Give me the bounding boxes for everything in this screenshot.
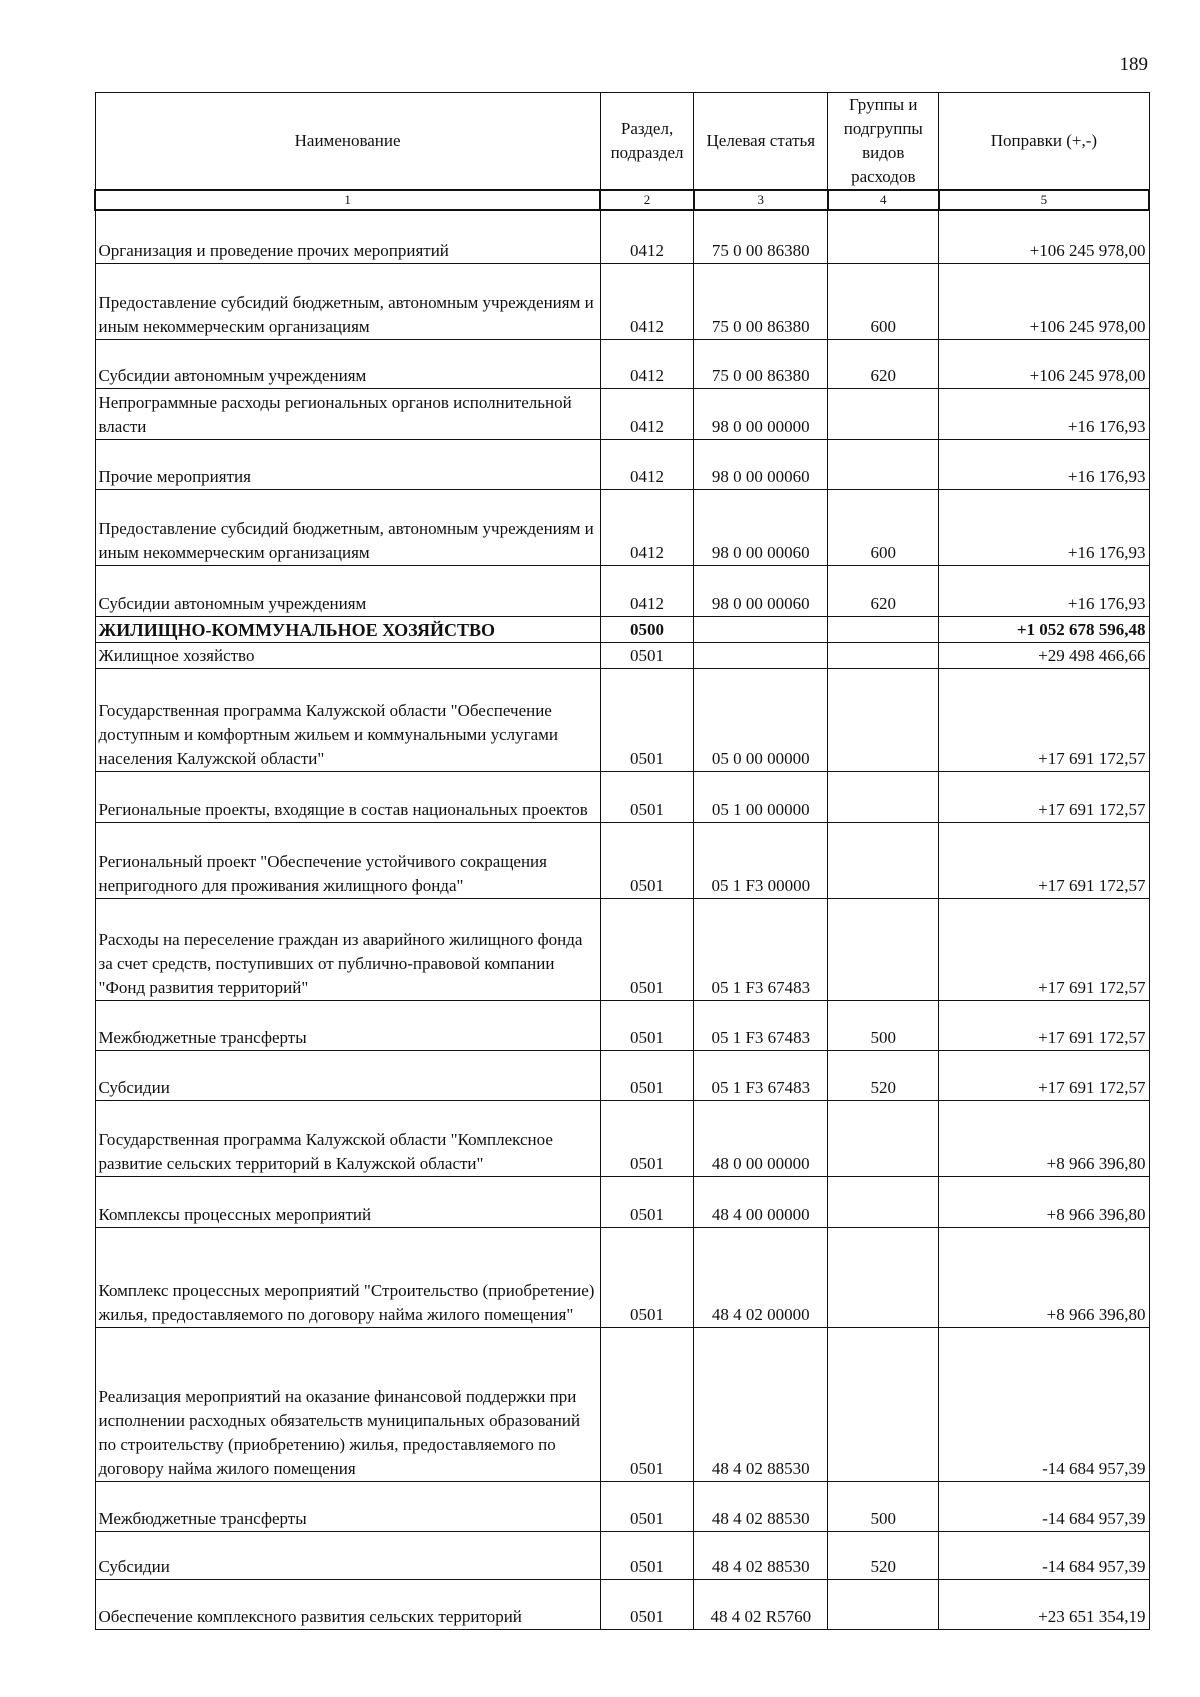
- header-article: Целевая статья: [694, 93, 828, 191]
- table-row: [95, 1050, 1149, 1100]
- row-group: 600: [828, 489, 939, 565]
- row-article: 48 4 02 R5760: [694, 1579, 828, 1629]
- header-group: Группы и подгруппы видов расходов: [828, 93, 939, 191]
- row-name: Организация и проведение прочих мероприятий: [95, 210, 600, 263]
- table-row: [95, 339, 1149, 388]
- row-article: 48 4 00 00000: [694, 1176, 828, 1227]
- row-group: [828, 1227, 939, 1327]
- row-article: [694, 642, 828, 668]
- row-section: 0501: [600, 1481, 694, 1531]
- row-name: Расходы на переселение граждан из аварийного жилищного фонда за счет средств, поступивших от публично-правовой компании "Фонд развития территорий": [95, 898, 600, 1000]
- header-name: Наименование: [95, 93, 600, 191]
- table-row: [95, 822, 1149, 898]
- row-amount: +8 966 396,80: [939, 1227, 1149, 1327]
- row-name: Региональный проект "Обеспечение устойчивого сокращения непригодного для проживания жилищного фонда": [95, 822, 600, 898]
- row-amount: +106 245 978,00: [939, 263, 1149, 339]
- row-name: Прочие мероприятия: [95, 439, 600, 489]
- row-group: [828, 1100, 939, 1176]
- column-number: 2: [600, 190, 694, 210]
- row-name: Государственная программа Калужской области "Комплексное развитие сельских территорий в Калужской области": [95, 1100, 600, 1176]
- row-section: 0412: [600, 388, 694, 439]
- row-amount: +17 691 172,57: [939, 1000, 1149, 1050]
- row-group: 600: [828, 263, 939, 339]
- table-row: [95, 668, 1149, 771]
- row-section: 0412: [600, 210, 694, 263]
- row-name: Реализация мероприятий на оказание финансовой поддержки при исполнении расходных обязательств муниципальных образований по строительству (приобретению) жилья, предоставляемого по договору найма жилого помещения: [95, 1327, 600, 1481]
- row-amount: -14 684 957,39: [939, 1327, 1149, 1481]
- row-amount: +8 966 396,80: [939, 1176, 1149, 1227]
- row-section: 0501: [600, 668, 694, 771]
- row-amount: +17 691 172,57: [939, 898, 1149, 1000]
- row-article: 05 1 F3 67483: [694, 898, 828, 1000]
- row-group: 520: [828, 1531, 939, 1579]
- row-amount: +16 176,93: [939, 489, 1149, 565]
- table-header: [95, 93, 1149, 211]
- row-group: 620: [828, 565, 939, 616]
- table-row: [95, 1579, 1149, 1629]
- table-row: [95, 1100, 1149, 1176]
- row-name: Субсидии: [95, 1531, 600, 1579]
- row-article: 48 4 02 00000: [694, 1227, 828, 1327]
- row-section: 0501: [600, 642, 694, 668]
- row-section: 0501: [600, 1176, 694, 1227]
- table-row: [95, 1481, 1149, 1531]
- row-amount: +16 176,93: [939, 439, 1149, 489]
- row-section: 0501: [600, 1227, 694, 1327]
- row-section: 0501: [600, 1000, 694, 1050]
- row-amount: +16 176,93: [939, 388, 1149, 439]
- row-amount: +29 498 466,66: [939, 642, 1149, 668]
- row-article: 48 4 02 88530: [694, 1531, 828, 1579]
- column-number: 1: [95, 190, 600, 210]
- row-group: [828, 1176, 939, 1227]
- page-number: 189: [1119, 54, 1148, 75]
- row-section: 0501: [600, 1579, 694, 1629]
- table-row: [95, 1327, 1149, 1481]
- row-name: Субсидии автономным учреждениям: [95, 339, 600, 388]
- row-amount: +1 052 678 596,48: [939, 616, 1149, 642]
- row-name: Обеспечение комплексного развития сельских территорий: [95, 1579, 600, 1629]
- row-name: Комплекс процессных мероприятий "Строительство (приобретение) жилья, предоставляемого по договору найма жилого помещения": [95, 1227, 600, 1327]
- row-section: 0412: [600, 339, 694, 388]
- row-name: Региональные проекты, входящие в состав национальных проектов: [95, 771, 600, 822]
- row-article: 05 1 00 00000: [694, 771, 828, 822]
- row-section: 0501: [600, 1327, 694, 1481]
- row-name: Государственная программа Калужской области "Обеспечение доступным и комфортным жильем и коммунальными услугами населения Калужской области": [95, 668, 600, 771]
- row-amount: +106 245 978,00: [939, 210, 1149, 263]
- table-row: [95, 1227, 1149, 1327]
- row-name: Межбюджетные трансферты: [95, 1000, 600, 1050]
- row-article: 05 1 F3 67483: [694, 1050, 828, 1100]
- row-section: 0501: [600, 898, 694, 1000]
- row-group: [828, 771, 939, 822]
- row-group: [828, 898, 939, 1000]
- row-group: [828, 642, 939, 668]
- row-group: [828, 210, 939, 263]
- row-group: 500: [828, 1481, 939, 1531]
- table-body: [95, 210, 1149, 1629]
- row-name: Жилищное хозяйство: [95, 642, 600, 668]
- row-amount: +17 691 172,57: [939, 1050, 1149, 1100]
- row-article: 48 4 02 88530: [694, 1481, 828, 1531]
- table-row: [95, 263, 1149, 339]
- row-article: 75 0 00 86380: [694, 339, 828, 388]
- row-section: 0412: [600, 489, 694, 565]
- table-row: [95, 642, 1149, 668]
- row-article: 98 0 00 00060: [694, 439, 828, 489]
- row-article: 75 0 00 86380: [694, 210, 828, 263]
- row-section: 0412: [600, 565, 694, 616]
- table-row: [95, 898, 1149, 1000]
- row-group: [828, 668, 939, 771]
- header-amount: Поправки (+,-): [939, 93, 1149, 191]
- row-article: 05 1 F3 00000: [694, 822, 828, 898]
- table-row: [95, 210, 1149, 263]
- row-name: Непрограммные расходы региональных органов исполнительной власти: [95, 388, 600, 439]
- row-amount: +106 245 978,00: [939, 339, 1149, 388]
- row-amount: +8 966 396,80: [939, 1100, 1149, 1176]
- table-row: [95, 1176, 1149, 1227]
- row-section: 0500: [600, 616, 694, 642]
- row-group: [828, 1327, 939, 1481]
- row-article: 05 0 00 00000: [694, 668, 828, 771]
- column-number: 5: [939, 190, 1149, 210]
- row-group: [828, 822, 939, 898]
- row-name: Комплексы процессных мероприятий: [95, 1176, 600, 1227]
- table-row: [95, 489, 1149, 565]
- row-article: 75 0 00 86380: [694, 263, 828, 339]
- row-name: Предоставление субсидий бюджетным, автономным учреждениям и иным некоммерческим организациям: [95, 263, 600, 339]
- table-row: [95, 439, 1149, 489]
- row-group: [828, 1579, 939, 1629]
- row-group: [828, 616, 939, 642]
- row-group: 520: [828, 1050, 939, 1100]
- row-article: [694, 616, 828, 642]
- row-name: Предоставление субсидий бюджетным, автономным учреждениям и иным некоммерческим организациям: [95, 489, 600, 565]
- table-row: [95, 1000, 1149, 1050]
- table-row: [95, 616, 1149, 642]
- table-row: [95, 771, 1149, 822]
- row-article: 48 0 00 00000: [694, 1100, 828, 1176]
- row-amount: +23 651 354,19: [939, 1579, 1149, 1629]
- row-section: 0501: [600, 1050, 694, 1100]
- table-row: [95, 565, 1149, 616]
- row-group: [828, 439, 939, 489]
- row-name: Межбюджетные трансферты: [95, 1481, 600, 1531]
- row-group: 620: [828, 339, 939, 388]
- row-amount: +17 691 172,57: [939, 668, 1149, 771]
- row-section: 0501: [600, 1531, 694, 1579]
- row-name: ЖИЛИЩНО-КОММУНАЛЬНОЕ ХОЗЯЙСТВО: [95, 616, 600, 642]
- header-section: Раздел, подраздел: [600, 93, 694, 191]
- row-amount: -14 684 957,39: [939, 1481, 1149, 1531]
- row-amount: -14 684 957,39: [939, 1531, 1149, 1579]
- table-row: [95, 1531, 1149, 1579]
- budget-table: [94, 92, 1150, 1630]
- row-name: Субсидии: [95, 1050, 600, 1100]
- row-article: 98 0 00 00000: [694, 388, 828, 439]
- row-section: 0412: [600, 439, 694, 489]
- row-section: 0501: [600, 822, 694, 898]
- row-article: 98 0 00 00060: [694, 489, 828, 565]
- row-section: 0501: [600, 771, 694, 822]
- row-name: Субсидии автономным учреждениям: [95, 565, 600, 616]
- row-amount: +17 691 172,57: [939, 771, 1149, 822]
- row-article: 05 1 F3 67483: [694, 1000, 828, 1050]
- row-article: 48 4 02 88530: [694, 1327, 828, 1481]
- column-number: 4: [828, 190, 939, 210]
- row-group: 500: [828, 1000, 939, 1050]
- row-article: 98 0 00 00060: [694, 565, 828, 616]
- row-section: 0412: [600, 263, 694, 339]
- row-amount: +16 176,93: [939, 565, 1149, 616]
- table-row: [95, 388, 1149, 439]
- row-amount: +17 691 172,57: [939, 822, 1149, 898]
- row-group: [828, 388, 939, 439]
- row-section: 0501: [600, 1100, 694, 1176]
- column-number: 3: [694, 190, 828, 210]
